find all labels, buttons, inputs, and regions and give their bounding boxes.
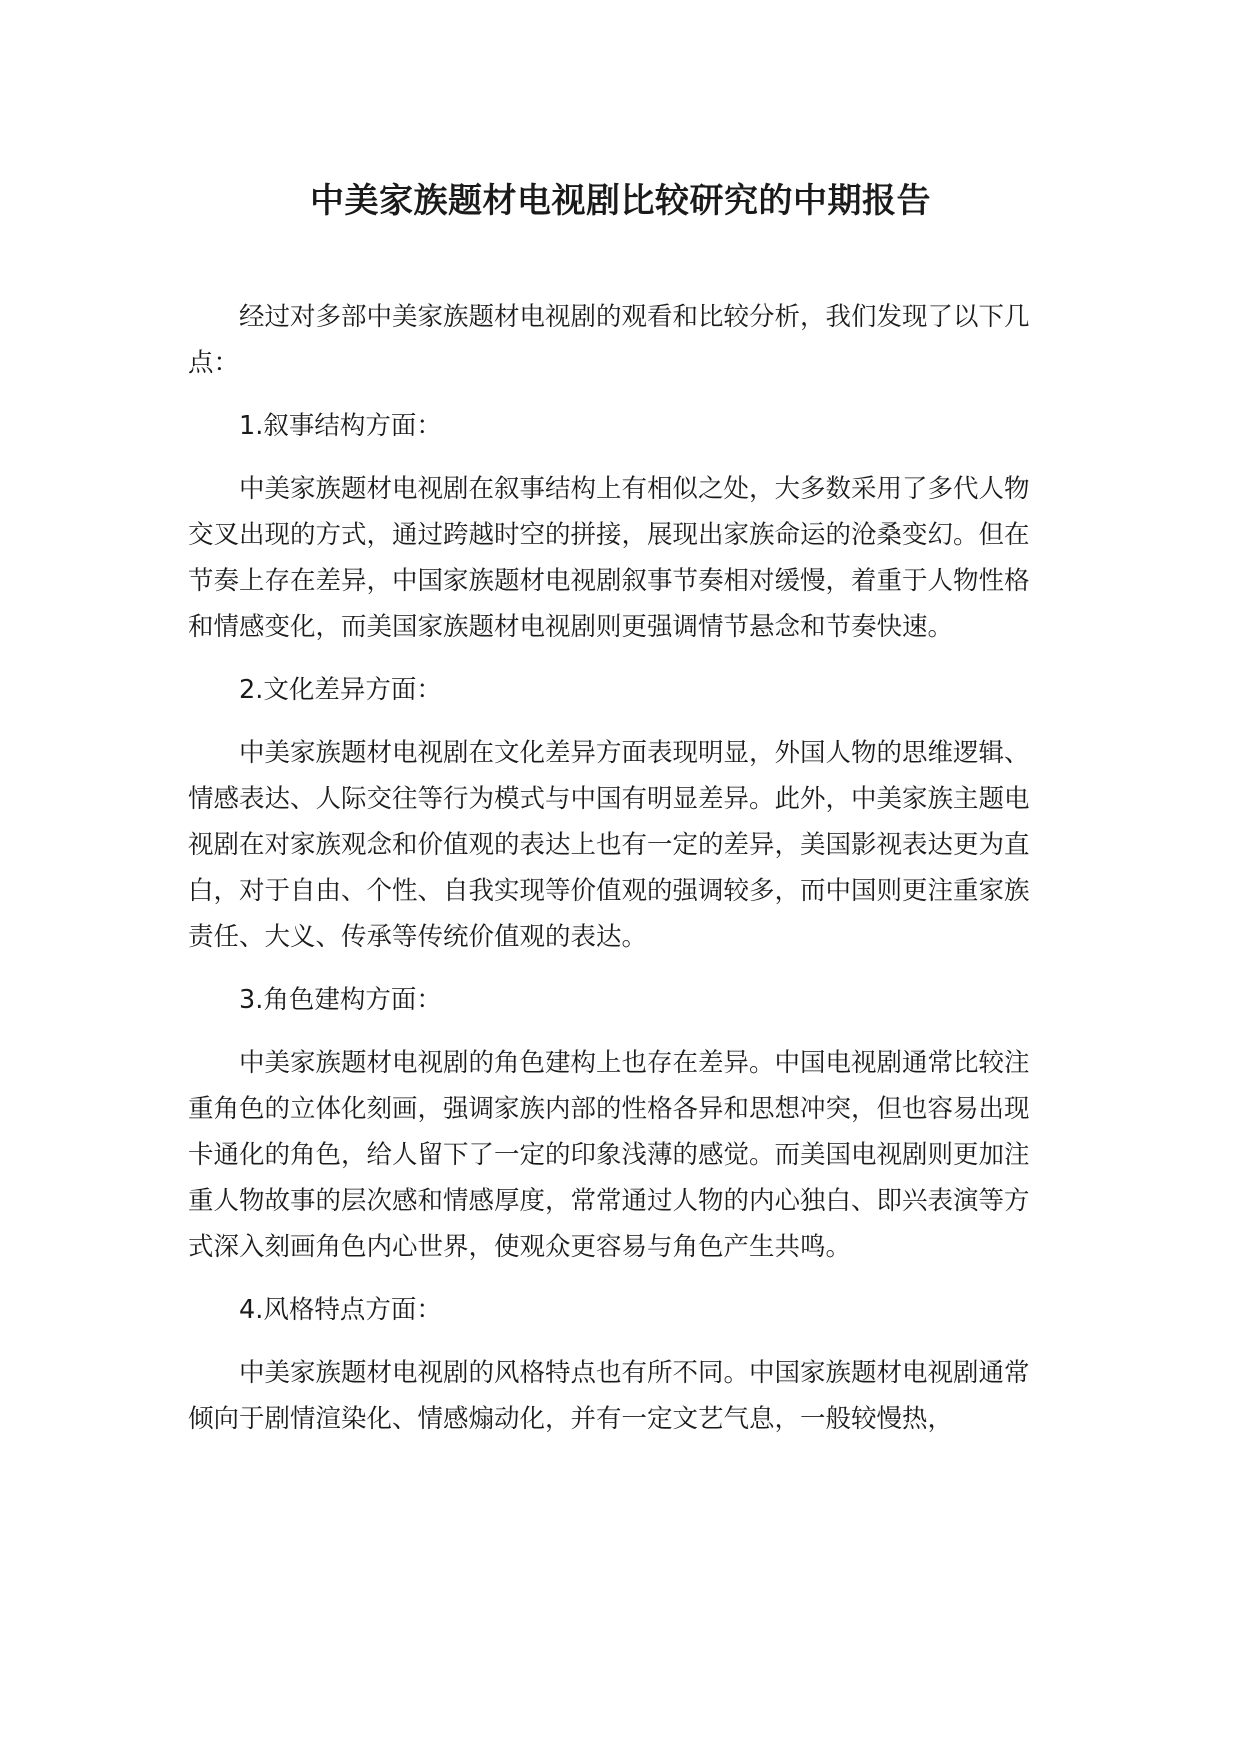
section-body-character: 中美家族题材电视剧的角色建构上也存在差异。中国电视剧通常比较注重角色的立体化刻画，强调家族内部的性格各异和思想冲突，但也容易出现卡通化的角色，给人留下了一定的印象浅薄的感觉。而美国电视剧则更加注重人物故事的层次感和情感厚度，常常通过人物的内心独白、即兴表演等方式深入刻画角色内心世界，使观众更容易与角色产生共鸣。 <box>188 1048 1030 1262</box>
document-body <box>188 294 1050 1459</box>
section-heading-narrative: 1.叙事结构方面： <box>239 411 442 441</box>
section-heading-character: 3.角色建构方面： <box>239 985 442 1015</box>
section-heading-culture: 2.文化差异方面： <box>239 675 442 705</box>
section-heading-style: 4.风格特点方面： <box>239 1295 442 1325</box>
section-body-narrative: 中美家族题材电视剧在叙事结构上有相似之处，大多数采用了多代人物交叉出现的方式，通过跨越时空的拼接，展现出家族命运的沧桑变幻。但在节奏上存在差异，中国家族题材电视剧叙事节奏相对缓慢，着重于人物性格和情感变化，而美国家族题材电视剧则更强调情节悬念和节奏快速。 <box>188 474 1030 642</box>
intro-paragraph: 经过对多部中美家族题材电视剧的观看和比较分析，我们发现了以下几点： <box>188 302 1030 378</box>
section-body-style: 中美家族题材电视剧的风格特点也有所不同。中国家族题材电视剧通常倾向于剧情渲染化、情感煽动化，并有一定文艺气息，一般较慢热， <box>188 1358 1030 1434</box>
section-body-culture: 中美家族题材电视剧在文化差异方面表现明显，外国人物的思维逻辑、情感表达、人际交往等行为模式与中国有明显差异。此外，中美家族主题电视剧在对家族观念和价值观的表达上也有一定的差异，美国影视表达更为直白，对于自由、个性、自我实现等价值观的强调较多，而中国则更注重家族责任、大义、传承等传统价值观的表达。 <box>188 738 1030 952</box>
document-title: 中美家族题材电视剧比较研究的中期报告 <box>310 181 931 221</box>
